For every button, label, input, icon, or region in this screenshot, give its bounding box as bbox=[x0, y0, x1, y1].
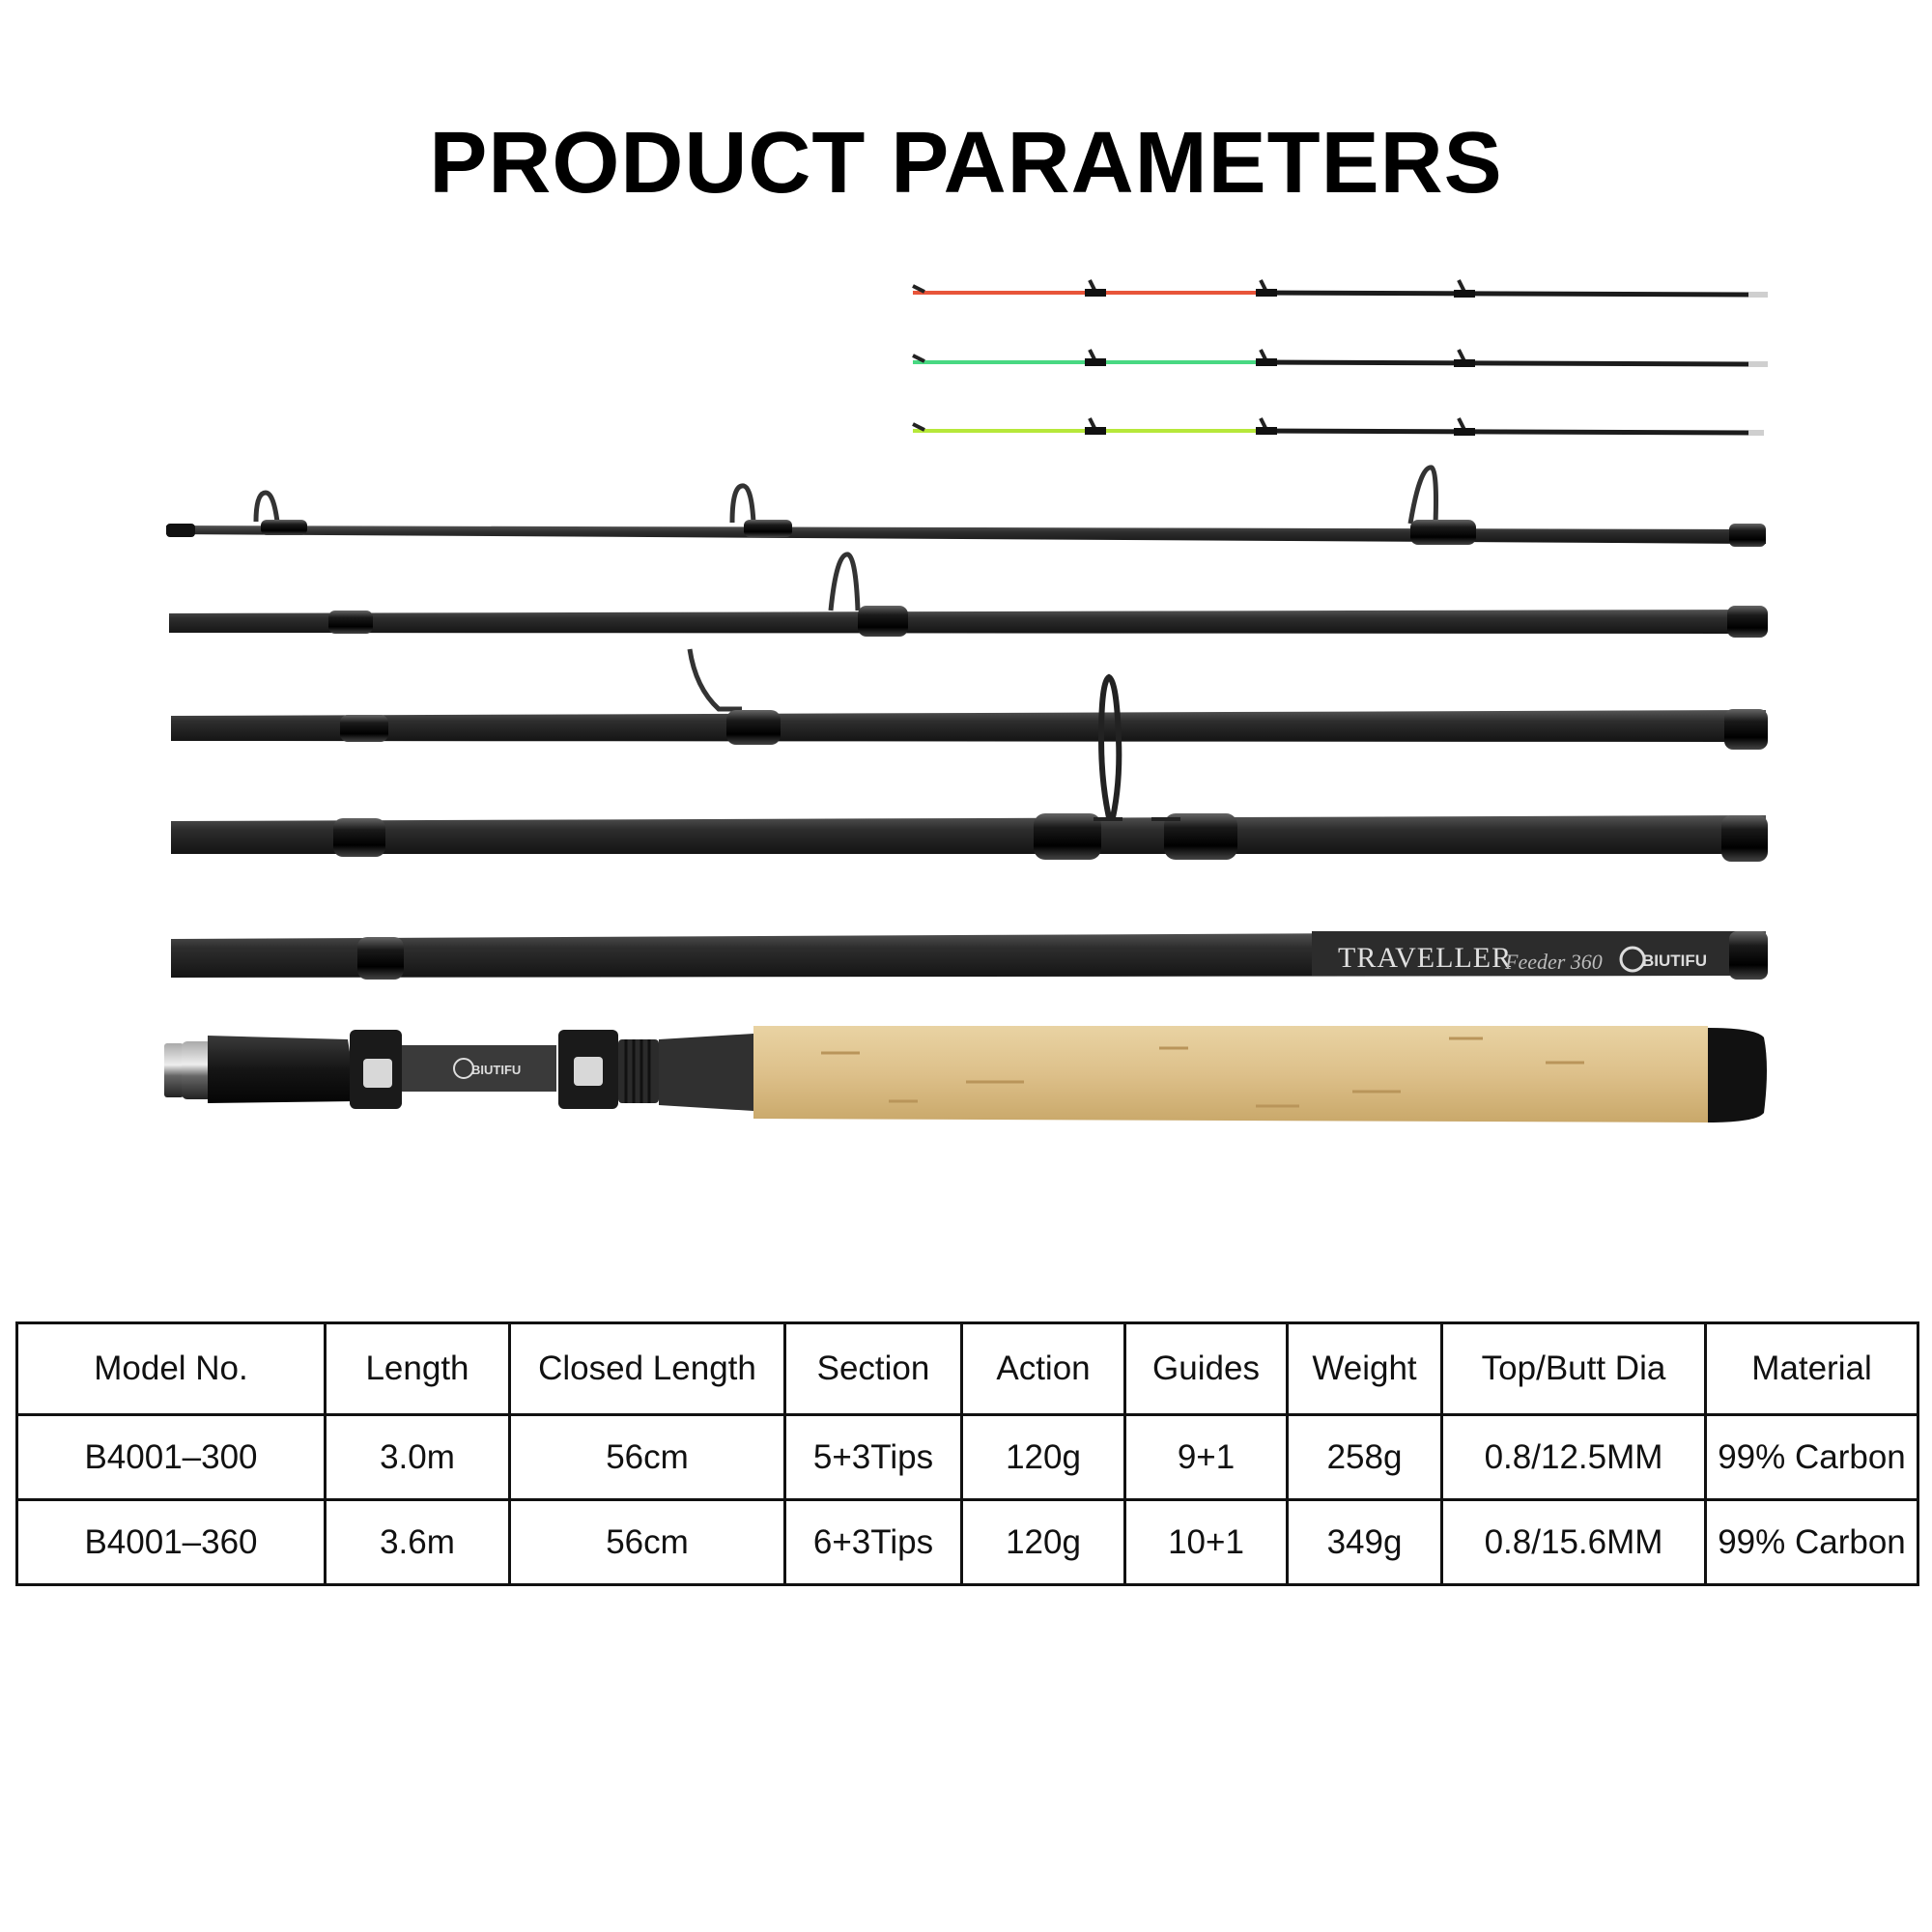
cell-model-no: B4001–360 bbox=[17, 1500, 326, 1585]
cell-length: 3.0m bbox=[326, 1415, 510, 1500]
rod-section-5 bbox=[171, 931, 1768, 980]
header-closed-length: Closed Length bbox=[510, 1323, 785, 1415]
cell-weight: 258g bbox=[1288, 1415, 1442, 1500]
cell-length: 3.6m bbox=[326, 1500, 510, 1585]
cell-section: 6+3Tips bbox=[785, 1500, 962, 1585]
header-weight: Weight bbox=[1288, 1323, 1442, 1415]
table-row bbox=[17, 1415, 1918, 1500]
product-parameters-table bbox=[15, 1321, 1919, 1586]
table-row bbox=[17, 1500, 1918, 1585]
quiver-tip-red bbox=[913, 280, 1768, 298]
rod-section-2 bbox=[169, 554, 1768, 638]
cell-action: 120g bbox=[962, 1415, 1125, 1500]
rear-eva-grip bbox=[208, 1036, 357, 1103]
header-guides: Guides bbox=[1125, 1323, 1288, 1415]
header-top-butt-dia: Top/Butt Dia bbox=[1442, 1323, 1706, 1415]
rod-section-1 bbox=[166, 468, 1766, 547]
table-header-row bbox=[17, 1323, 1918, 1415]
line-guide-5 bbox=[690, 649, 742, 709]
quiver-tip-yellow-green bbox=[913, 418, 1764, 436]
line-guide-2 bbox=[732, 486, 753, 523]
quiver-tip-green bbox=[913, 350, 1768, 367]
cell-weight: 349g bbox=[1288, 1500, 1442, 1585]
cell-closed-length: 56cm bbox=[510, 1415, 785, 1500]
rod-brand-text: BIUTIFU bbox=[1642, 952, 1708, 970]
cell-section: 5+3Tips bbox=[785, 1415, 962, 1500]
butt-cap bbox=[1708, 1028, 1767, 1122]
page-title: PRODUCT PARAMETERS bbox=[429, 115, 1503, 212]
rod-handle-section bbox=[164, 1026, 1767, 1122]
cell-material: 99% Carbon bbox=[1706, 1500, 1918, 1585]
line-guide-3 bbox=[1410, 468, 1436, 524]
cell-action: 120g bbox=[962, 1500, 1125, 1585]
rod-model-text: TRAVELLER bbox=[1338, 942, 1513, 974]
cork-grip bbox=[753, 1026, 1708, 1122]
cell-top-butt-dia: 0.8/15.6MM bbox=[1442, 1500, 1706, 1585]
reel-seat-brand: BIUTIFU bbox=[471, 1063, 522, 1077]
header-material: Material bbox=[1706, 1323, 1918, 1415]
cell-material: 99% Carbon bbox=[1706, 1415, 1918, 1500]
cell-top-butt-dia: 0.8/12.5MM bbox=[1442, 1415, 1706, 1500]
cell-model-no: B4001–300 bbox=[17, 1415, 326, 1500]
rod-section-3 bbox=[171, 649, 1768, 826]
header-action: Action bbox=[962, 1323, 1125, 1415]
rod-section-4 bbox=[171, 813, 1768, 862]
line-guide-4 bbox=[831, 554, 858, 611]
header-length: Length bbox=[326, 1323, 510, 1415]
rod-model-script: Feeder 360 bbox=[1505, 950, 1603, 974]
line-guide-6 bbox=[1101, 677, 1119, 826]
line-guide-1 bbox=[256, 493, 277, 522]
cell-guides: 10+1 bbox=[1125, 1500, 1288, 1585]
cell-guides: 9+1 bbox=[1125, 1415, 1288, 1500]
cell-closed-length: 56cm bbox=[510, 1500, 785, 1585]
header-section: Section bbox=[785, 1323, 962, 1415]
header-model-no: Model No. bbox=[17, 1323, 326, 1415]
